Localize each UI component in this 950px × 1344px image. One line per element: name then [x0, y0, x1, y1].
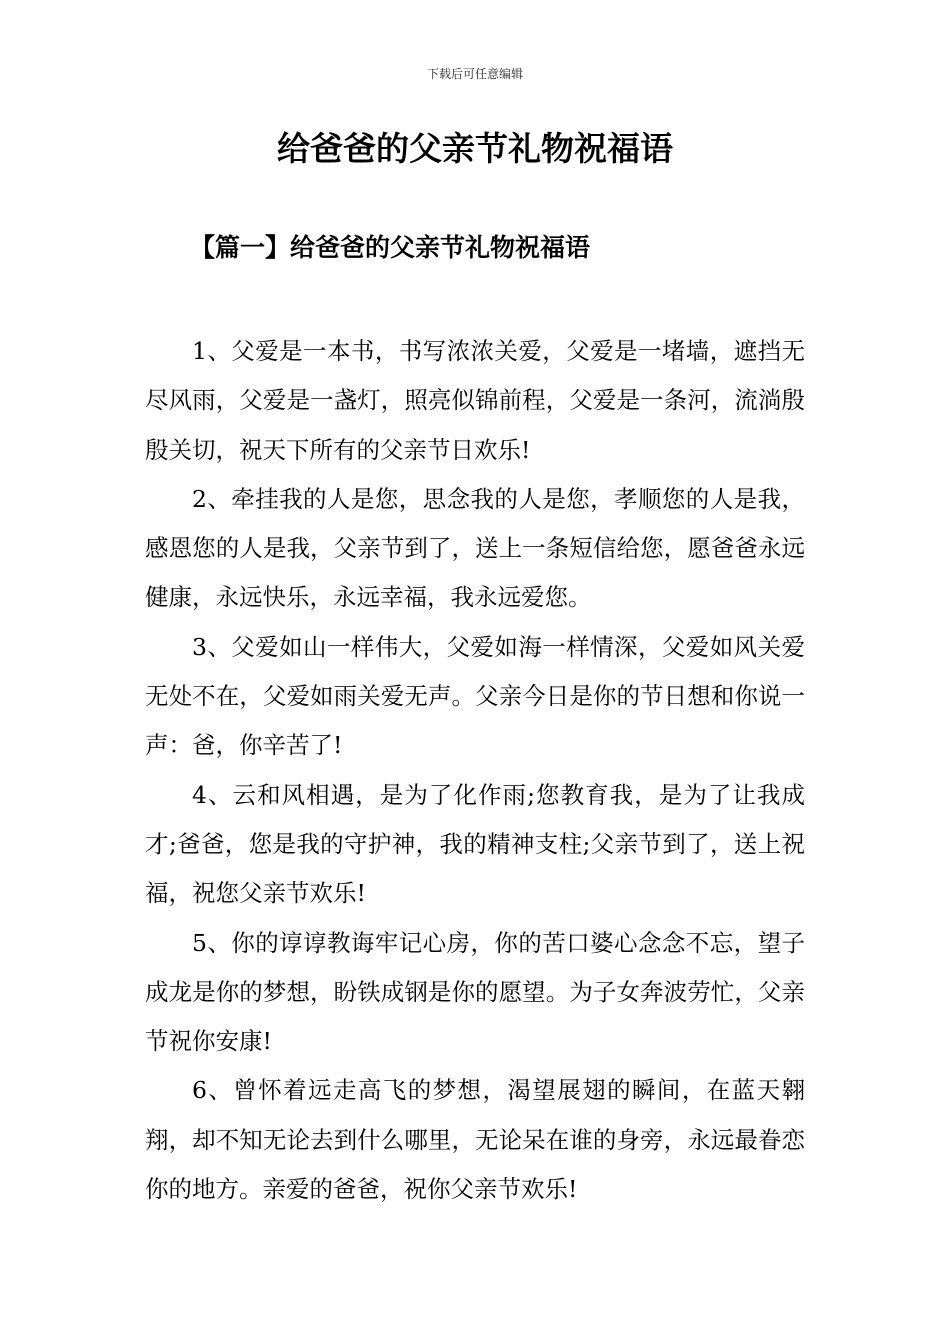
- header-note: 下载后可任意编辑: [426, 67, 523, 81]
- paragraph-1: 1、父爱是一本书，书写浓浓关爱，父爱是一堵墙，遮挡无尽风雨，父爱是一盏灯，照亮似锦前程，父爱是一条河，流淌殷殷关切，祝天下所有的父亲节日欢乐!: [145, 337, 805, 464]
- paragraph-6: 6、曾怀着远走高飞的梦想，渴望展翅的瞬间，在蓝天翱翔，却不知无论去到什么哪里，无论呆在谁的身旁，永远最眷恋你的地方。亲爱的爸爸，祝你父亲节欢乐!: [145, 1076, 805, 1204]
- paragraph-5: 5、你的谆谆教诲牢记心房，你的苦口婆心念念不忘，望子成龙是你的梦想，盼铁成钢是你的愿望。为子女奔波劳忙，父亲节祝你安康!: [145, 928, 805, 1056]
- section-heading: 【篇一】给爸爸的父亲节礼物祝福语: [190, 233, 591, 262]
- paragraph-4: 4、云和风相遇，是为了化作雨;您教育我，是为了让我成才;爸爸，您是我的守护神，我的精神支柱;父亲节到了，送上祝福，祝您父亲节欢乐!: [145, 780, 805, 908]
- body-text: [145, 327, 805, 1214]
- paragraph-2: 2、牵挂我的人是您，思念我的人是您，孝顺您的人是我，感恩您的人是我，父亲节到了，送上一条短信给您，愿爸爸永远健康，永远快乐，永远幸福，我永远爱您。: [145, 484, 805, 612]
- document-title: 给爸爸的父亲节礼物祝福语: [277, 129, 673, 168]
- paragraph-3: 3、父爱如山一样伟大，父爱如海一样情深，父爱如风关爱无处不在，父爱如雨关爱无声。父亲今日是你的节日想和你说一声：爸，你辛苦了!: [145, 632, 805, 760]
